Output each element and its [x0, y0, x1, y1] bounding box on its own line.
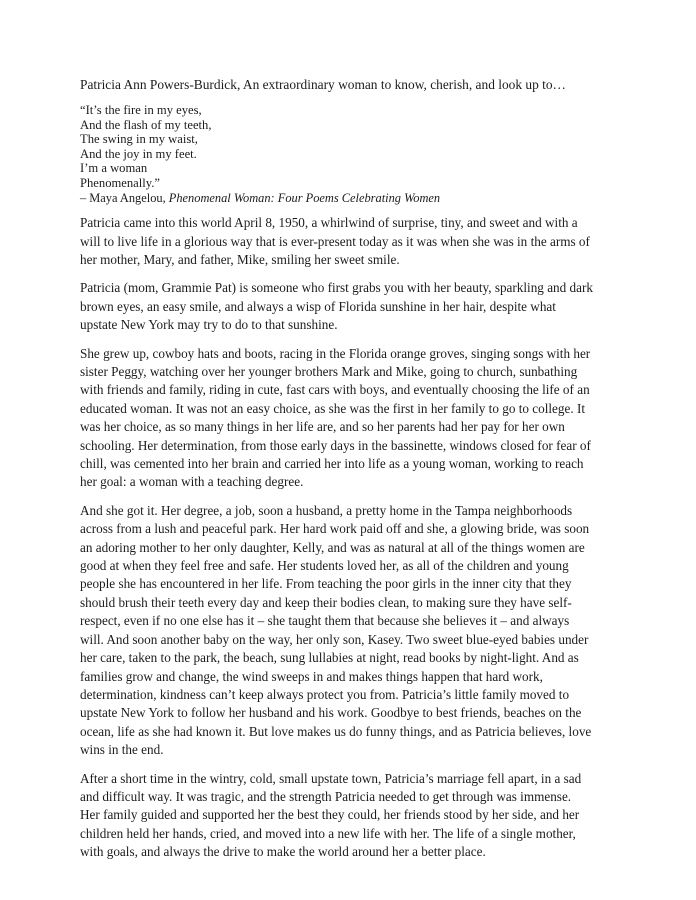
poem-line: Phenomenally.”: [80, 175, 160, 190]
paragraph-line: with goals, and always the drive to make the world around her a better place.: [80, 844, 486, 860]
paragraph-line: determination, kindness can’t keep always protect you from. Patricia’s little family moved to: [80, 686, 570, 702]
paragraph-line: wins in the end.: [80, 742, 164, 758]
body-paragraph: [80, 214, 646, 269]
paragraph-line: ocean, life as she had known it. But love makes us do funny things, and as Patricia believes, love: [80, 723, 592, 739]
paragraph-line: with friends and family, riding in cute, fast cars with boys, and eventually choosing the life of an: [80, 382, 590, 398]
poem-line: And the joy in my feet.: [80, 146, 197, 161]
attribution-author: – Maya Angelou,: [80, 190, 169, 205]
paragraph-line: her mother, Mary, and father, Mike, smiling her sweet smile.: [80, 251, 400, 267]
paragraph-line: people she has encountered in her life. From teaching the poor girls in the inner city that they: [80, 576, 572, 592]
paragraph-line: will to live life in a glorious way that is ever-present today as it was when she was in the arms of: [80, 233, 590, 249]
paragraph-line: And she got it. Her degree, a job, soon a husband, a pretty home in the Tampa neighborhoods: [80, 502, 573, 518]
paragraph-line: upstate New York may try to do to that sunshine.: [80, 317, 338, 333]
poem-quote: [80, 103, 646, 205]
paragraph-line: chill, was cemented into her brain and carried her into life as a young woman, working to reach: [80, 456, 584, 472]
paragraph-line: was her choice, as so many things in her life are, and so her parents had her pay for her own: [80, 419, 565, 435]
poem-attribution: [80, 191, 646, 206]
paragraph-line: good at when they feel free and safe. Her students loved her, as all of the children and young: [80, 558, 569, 574]
poem-line: The swing in my waist,: [80, 132, 198, 147]
document-title: Patricia Ann Powers-Burdick, An extraordinary woman to know, cherish, and look up to…: [80, 77, 566, 92]
paragraph-line: Patricia came into this world April 8, 1950, a whirlwind of surprise, tiny, and sweet and with a: [80, 215, 578, 231]
paragraph-line: should brush their teeth every day and keep their bodies clean, to making sure they have self-: [80, 594, 572, 610]
paragraph-line: schooling. Her determination, from those early days in the bassinette, windows closed for fear of: [80, 437, 591, 453]
paragraph-line: families grow and change, the wind sweeps in and makes things happen that hard work,: [80, 668, 543, 684]
paragraph-line: will. And soon another baby on the way, her only son, Kasey. Two sweet blue-eyed babies under: [80, 631, 589, 647]
paragraph-line: children held her hands, cried, and moved into a new life with her. The life of a single mother,: [80, 825, 576, 841]
poem-line: I’m a woman: [80, 161, 148, 176]
paragraph-line: her care, taken to the park, the beach, sung lullabies at night, read books by night-light. And as: [80, 650, 579, 666]
paragraph-line: brown eyes, an easy smile, and always a wisp of Florida sunshine in her hair, despite what: [80, 298, 556, 314]
paragraph-line: upstate New York to follow her husband and his work. Goodbye to best friends, beaches on the: [80, 705, 582, 721]
paragraph-line: her goal: a woman with a teaching degree.: [80, 474, 304, 490]
body-paragraphs: [80, 214, 646, 861]
attribution-book-title: Phenomenal Woman: Four Poems Celebrating Women: [168, 190, 441, 205]
paragraph-line: across from a lush and peaceful park. Her hard work paid off and she, a glowing bride, was soon: [80, 521, 590, 537]
poem-line: “It’s the fire in my eyes,: [80, 103, 202, 117]
body-paragraph: [80, 770, 646, 862]
body-paragraph: [80, 279, 646, 334]
paragraph-line: an adoring mother to her only daughter, Kelly, and was as natural at all of the things women are: [80, 539, 585, 555]
paragraph-line: respect, even if no one else has it – she taught them that because she believes it – and always: [80, 613, 570, 629]
paragraph-line: Patricia (mom, Grammie Pat) is someone who first grabs you with her beauty, sparkling and dark: [80, 280, 593, 296]
paragraph-line: She grew up, cowboy hats and boots, racing in the Florida orange groves, singing songs with her: [80, 345, 591, 361]
document-page: [80, 76, 646, 872]
paragraph-line: After a short time in the wintry, cold, small upstate town, Patricia’s marriage fell apart, in a sad: [80, 770, 582, 786]
poem-line: And the flash of my teeth,: [80, 117, 212, 132]
paragraph-line: Her family guided and supported her the best they could, her friends stood by her side, and her: [80, 807, 580, 823]
paragraph-line: and difficult way. It was tragic, and the strength Patricia needed to get through was immense.: [80, 788, 572, 804]
body-paragraph: [80, 345, 646, 492]
paragraph-line: sister Peggy, watching over her younger brothers Mark and Mike, going to church, sunbathing: [80, 364, 578, 379]
paragraph-line: educated woman. It was not an easy choice, as she was the first in her family to go to college. It: [80, 400, 585, 416]
body-paragraph: [80, 502, 646, 760]
